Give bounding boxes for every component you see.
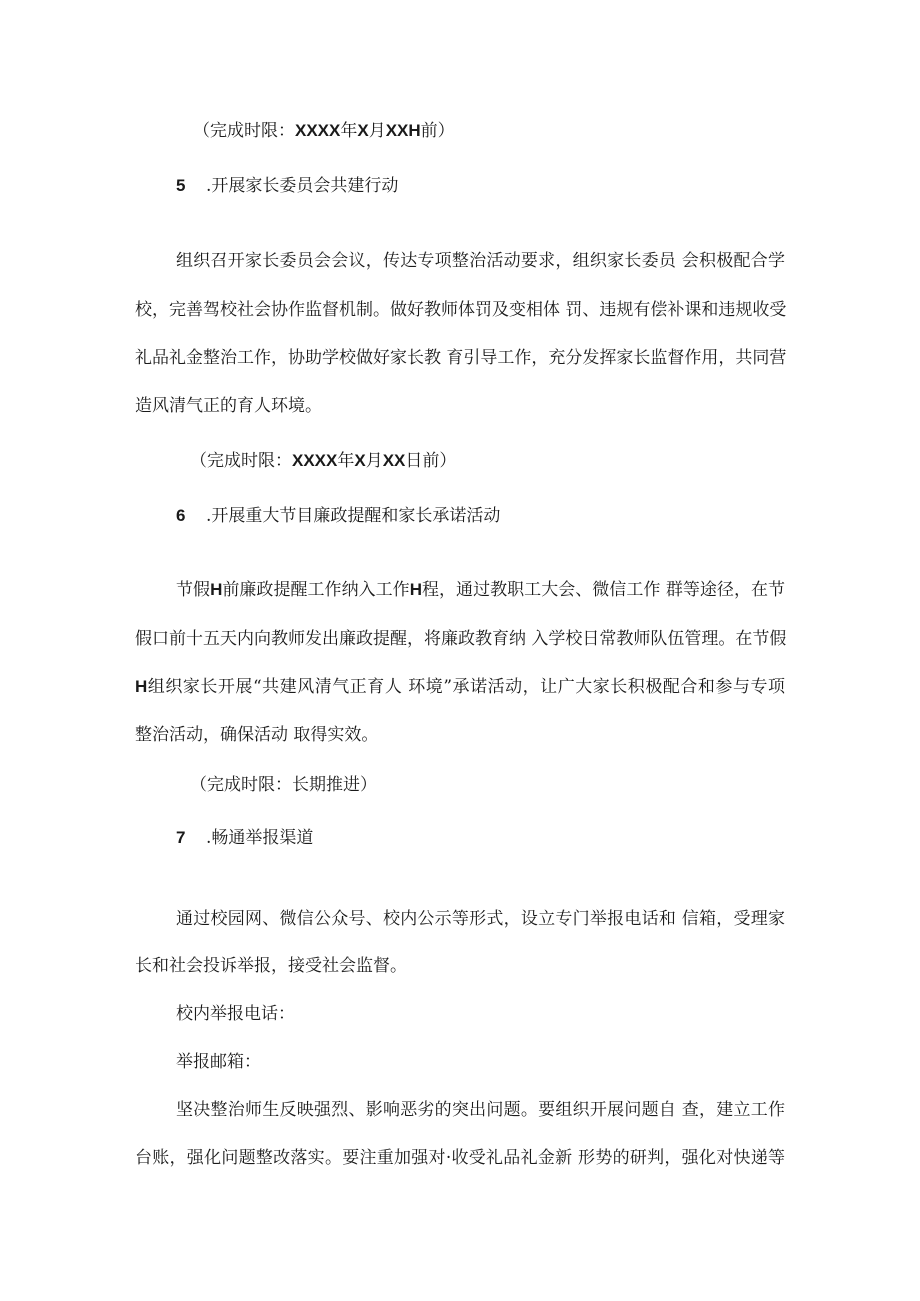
text-run: 节假 — [176, 580, 211, 600]
deadline-line — [193, 118, 455, 144]
text-run: H — [135, 677, 148, 696]
section-heading-5 — [176, 173, 398, 199]
section-title: .开展家长委员会共建行动 — [206, 176, 399, 196]
section-title: .开展重大节目廉政提醒和家长承诺活动 — [206, 506, 501, 526]
text-run: 程，通过教职工大会、微信工作 群等途径，在节 — [421, 580, 786, 600]
paragraph-line: 造风清气正的育人环境。 — [135, 396, 322, 416]
deadline-year: XXXX — [295, 121, 341, 140]
deadline-text: 年 — [340, 121, 358, 141]
deadline-line — [190, 448, 456, 474]
report-email-label: 举报邮箱： — [176, 1052, 261, 1072]
deadline-label: （完成时限： — [190, 451, 292, 471]
section-number: 7 — [176, 828, 186, 847]
deadline-line: （完成时限：长期推进） — [190, 775, 377, 795]
deadline-month: X — [354, 451, 366, 470]
paragraph-line — [135, 674, 785, 700]
text-run: 组织家长开展“共建风清气正育人 环境”承诺活动，让广大家长积极配合和参与专项 — [147, 677, 785, 697]
paragraph-line: 假口前十五天内向教师发出廉政提醒，将廉政教育纳 入学校日常教师队伍管理。在节假 — [135, 629, 787, 649]
paragraph-line: 长和社会投诉举报，接受社会监督。 — [135, 956, 407, 976]
deadline-label: （完成时限： — [193, 121, 295, 141]
text-run: 前廉政提醒工作纳入工作 — [222, 580, 410, 600]
section-number: 5 — [176, 176, 186, 195]
deadline-day: XXH — [385, 121, 421, 140]
deadline-month: X — [357, 121, 369, 140]
section-title: .畅通举报渠道 — [206, 828, 314, 848]
deadline-text: 年 — [337, 451, 355, 471]
deadline-day: XX — [382, 451, 406, 470]
deadline-text: 前） — [420, 121, 455, 141]
text-run: H — [409, 580, 422, 599]
paragraph-line: 台账，强化问题整改落实。要注重加强对·收受礼品礼金新 形势的研判，强化对快递等 — [135, 1148, 785, 1168]
section-heading-6 — [176, 503, 500, 529]
paragraph-line: 整治活动，确保活动 取得实效。 — [135, 725, 379, 745]
paragraph-line: 组织召开家长委员会会议，传达专项整治活动要求，组织家长委员 会积极配合学 — [176, 251, 785, 271]
deadline-text: 月 — [368, 121, 386, 141]
deadline-text: 月 — [365, 451, 383, 471]
paragraph-line: 校，完善驾校社会协作监督机制。做好教师体罚及变相体 罚、违规有偿补课和违规收受 — [135, 300, 787, 320]
section-number: 6 — [176, 506, 186, 525]
report-phone-label: 校内举报电话： — [176, 1004, 295, 1024]
paragraph-line: 坚决整治师生反映强烈、影响恶劣的突出问题。要组织开展问题自 查，建立工作 — [176, 1100, 785, 1120]
deadline-year: XXXX — [292, 451, 338, 470]
deadline-text: 日前） — [405, 451, 457, 471]
text-run: H — [210, 580, 223, 599]
section-heading-7 — [176, 825, 313, 851]
paragraph-line: 礼品礼金整治工作，协助学校做好家长教 育引导工作，充分发挥家长监督作用，共同营 — [135, 348, 787, 368]
paragraph-line: 通过校园网、微信公众号、校内公示等形式，设立专门举报电话和 信箱，受理家 — [176, 909, 785, 929]
paragraph-line — [176, 577, 785, 603]
